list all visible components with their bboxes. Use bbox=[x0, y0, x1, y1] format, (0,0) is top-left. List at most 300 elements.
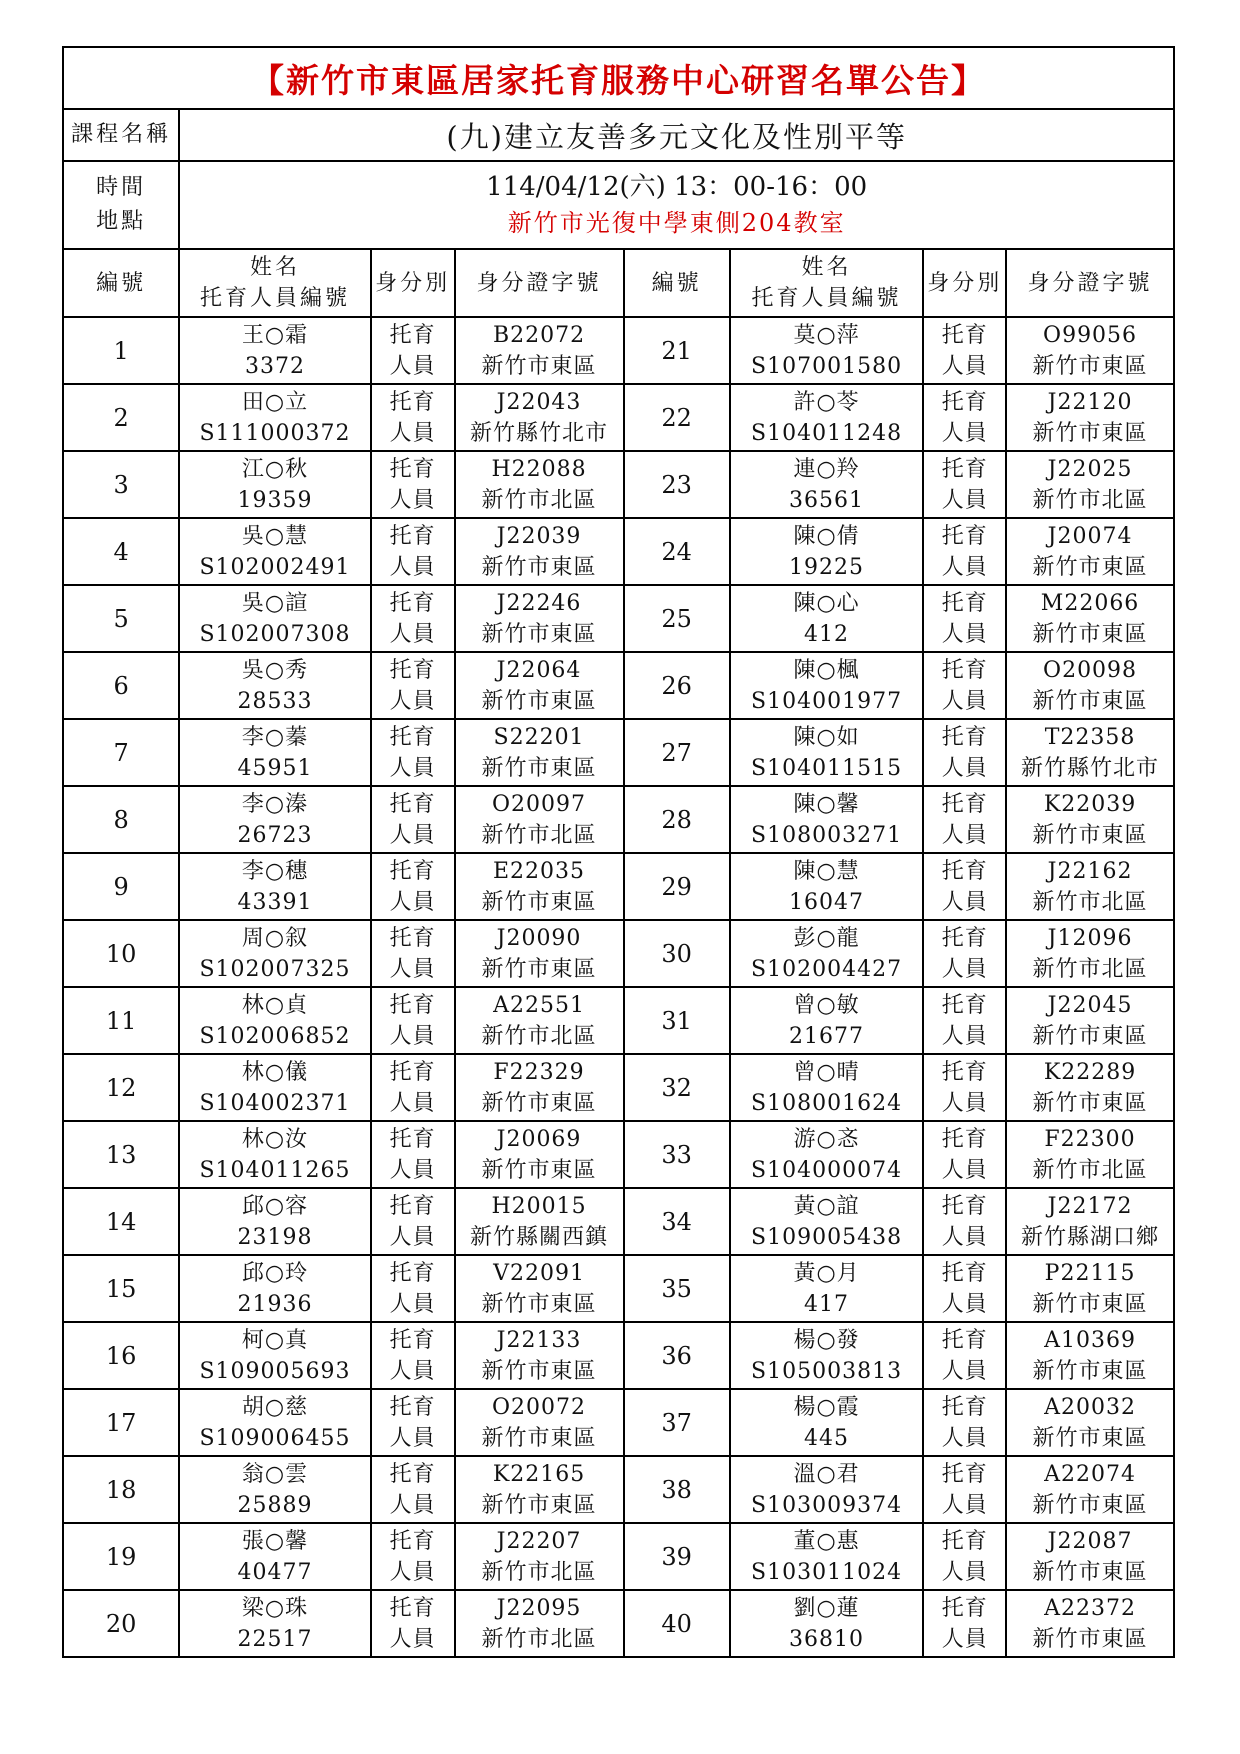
entry-number: 21 bbox=[624, 317, 730, 384]
id-number-area-line2: 新竹市東區 bbox=[1032, 1090, 1148, 1116]
id-number-area-line2: 新竹市東區 bbox=[1032, 1492, 1148, 1518]
id-number-area-line1: A22551 bbox=[493, 992, 585, 1018]
id-number-area bbox=[1006, 384, 1174, 451]
id-number-area-line2: 新竹市東區 bbox=[481, 1492, 597, 1518]
identity-type-line2: 人員 bbox=[389, 956, 436, 982]
session-place: 新竹市光復中學東側204教室 bbox=[507, 209, 846, 237]
identity-type-line2: 人員 bbox=[389, 1224, 436, 1250]
id-number-area-line1: J22172 bbox=[1047, 1193, 1133, 1219]
caregiver-name-code bbox=[179, 451, 370, 518]
caregiver-name-code-line2: 36810 bbox=[789, 1626, 865, 1652]
identity-type-line2: 人員 bbox=[389, 1358, 436, 1384]
caregiver-name-code-line2: 45951 bbox=[237, 755, 313, 781]
id-number-area-line2: 新竹縣湖口鄉 bbox=[1021, 1224, 1160, 1250]
table-row bbox=[63, 585, 1174, 652]
entry-number: 4 bbox=[63, 518, 179, 585]
id-number-area-line1: A22074 bbox=[1044, 1461, 1136, 1487]
identity-type-line1: 托育 bbox=[389, 1193, 436, 1219]
id-number-area bbox=[455, 1456, 624, 1523]
entry-number: 29 bbox=[624, 853, 730, 920]
id-number-area-line1: J12096 bbox=[1047, 925, 1133, 951]
entry-number: 9 bbox=[63, 853, 179, 920]
caregiver-name-code-line1: 游○忞 bbox=[793, 1126, 860, 1152]
identity-type-line1: 托育 bbox=[941, 1327, 988, 1353]
id-number-area-line1: J20090 bbox=[496, 925, 582, 951]
identity-type-line2: 人員 bbox=[389, 1090, 436, 1116]
identity-type-line1: 托育 bbox=[389, 858, 436, 884]
identity-type-line2: 人員 bbox=[941, 621, 988, 647]
entry-number: 20 bbox=[63, 1590, 179, 1657]
id-number-area bbox=[1006, 987, 1174, 1054]
identity-type bbox=[923, 1456, 1006, 1523]
col-header-identity-right: 身分別 bbox=[923, 249, 1006, 317]
caregiver-name-code-line1: 梁○珠 bbox=[241, 1595, 309, 1621]
id-number-area bbox=[455, 719, 624, 786]
caregiver-name-code-line2: S104000074 bbox=[751, 1157, 903, 1183]
identity-type-line2: 人員 bbox=[941, 956, 988, 982]
identity-type-line1: 托育 bbox=[941, 1595, 988, 1621]
caregiver-name-code-line1: 陳○楓 bbox=[793, 657, 860, 683]
caregiver-name-code-line1: 吳○秀 bbox=[241, 657, 309, 683]
id-number-area-line1: J22120 bbox=[1047, 389, 1133, 415]
identity-type-line2: 人員 bbox=[941, 1224, 988, 1250]
identity-type-line1: 托育 bbox=[389, 456, 436, 482]
id-number-area bbox=[455, 1255, 624, 1322]
id-number-area-line1: J22039 bbox=[496, 523, 582, 549]
identity-type-line1: 托育 bbox=[389, 1595, 436, 1621]
identity-type bbox=[923, 585, 1006, 652]
id-number-area-line2: 新竹縣關西鎮 bbox=[470, 1224, 609, 1250]
caregiver-name-code-line1: 許○苓 bbox=[793, 389, 860, 415]
id-number-area bbox=[455, 317, 624, 384]
caregiver-name-code bbox=[179, 920, 370, 987]
id-number-area bbox=[455, 652, 624, 719]
id-number-area-line1: O20097 bbox=[492, 791, 587, 817]
entry-number: 33 bbox=[624, 1121, 730, 1188]
identity-type bbox=[923, 1121, 1006, 1188]
identity-type-line2: 人員 bbox=[941, 1425, 988, 1451]
time-label: 時間 bbox=[96, 175, 147, 200]
id-number-area-line2: 新竹市東區 bbox=[481, 1358, 597, 1384]
caregiver-name-code bbox=[179, 1456, 370, 1523]
page-title: 【新竹市東區居家托育服務中心研習名單公告】 bbox=[63, 47, 1174, 109]
caregiver-name-code-line2: S104011515 bbox=[751, 755, 903, 781]
entry-number: 30 bbox=[624, 920, 730, 987]
caregiver-name-code bbox=[730, 786, 924, 853]
caregiver-name-code-line1: 曾○敏 bbox=[793, 992, 860, 1018]
entry-number: 8 bbox=[63, 786, 179, 853]
id-number-area bbox=[1006, 1255, 1174, 1322]
id-number-area bbox=[455, 585, 624, 652]
identity-type bbox=[923, 987, 1006, 1054]
identity-type-line1: 托育 bbox=[941, 657, 988, 683]
identity-type bbox=[371, 719, 455, 786]
identity-type bbox=[923, 1255, 1006, 1322]
place-label: 地點 bbox=[96, 209, 147, 234]
table-row bbox=[63, 1590, 1174, 1657]
table-row bbox=[63, 1255, 1174, 1322]
caregiver-name-code bbox=[730, 652, 924, 719]
identity-type-line1: 托育 bbox=[389, 992, 436, 1018]
id-number-area-line2: 新竹市北區 bbox=[481, 487, 597, 513]
identity-type bbox=[371, 786, 455, 853]
caregiver-name-code-line1: 劉○蓮 bbox=[793, 1595, 860, 1621]
id-number-area-line1: A22372 bbox=[1044, 1595, 1136, 1621]
identity-type-line1: 托育 bbox=[389, 523, 436, 549]
identity-type-line1: 托育 bbox=[389, 925, 436, 951]
identity-type-line2: 人員 bbox=[941, 755, 988, 781]
id-number-area-line1: J22162 bbox=[1047, 858, 1133, 884]
caregiver-name-code bbox=[730, 1322, 924, 1389]
caregiver-name-code bbox=[179, 585, 370, 652]
identity-type-line2: 人員 bbox=[941, 1090, 988, 1116]
id-number-area-line2: 新竹市北區 bbox=[1032, 487, 1148, 513]
id-number-area-line2: 新竹市東區 bbox=[481, 1425, 597, 1451]
id-number-area-line1: J20069 bbox=[496, 1126, 582, 1152]
identity-type-line2: 人員 bbox=[941, 1492, 988, 1518]
id-number-area-line1: F22300 bbox=[1044, 1126, 1136, 1152]
id-number-area-line1: J22207 bbox=[496, 1528, 582, 1554]
caregiver-name-code-line2: S104001977 bbox=[751, 688, 903, 714]
identity-type-line2: 人員 bbox=[941, 1291, 988, 1317]
entry-number: 40 bbox=[624, 1590, 730, 1657]
identity-type-line2: 人員 bbox=[941, 1626, 988, 1652]
id-number-area bbox=[455, 1188, 624, 1255]
caregiver-name-code bbox=[179, 1121, 370, 1188]
identity-type bbox=[923, 1523, 1006, 1590]
caregiver-name-code-line1: 曾○晴 bbox=[793, 1059, 860, 1085]
identity-type-line2: 人員 bbox=[389, 1559, 436, 1585]
identity-type-line1: 托育 bbox=[941, 1260, 988, 1286]
id-number-area-line1: B22072 bbox=[492, 322, 586, 348]
table-row bbox=[63, 719, 1174, 786]
caregiver-name-code-line2: 40477 bbox=[237, 1559, 313, 1585]
id-number-area-line2: 新竹市東區 bbox=[1032, 688, 1148, 714]
id-number-area bbox=[455, 518, 624, 585]
caregiver-name-code-line2: 28533 bbox=[237, 688, 313, 714]
identity-type-line2: 人員 bbox=[941, 1559, 988, 1585]
id-number-area-line2: 新竹市東區 bbox=[1032, 554, 1148, 580]
id-number-area bbox=[1006, 1121, 1174, 1188]
caregiver-name-code bbox=[179, 1054, 370, 1121]
table-row bbox=[63, 1054, 1174, 1121]
identity-type-line1: 托育 bbox=[389, 1059, 436, 1085]
caregiver-name-code-line1: 江○秋 bbox=[241, 456, 309, 482]
id-number-area-line1: J22043 bbox=[496, 389, 582, 415]
entry-number: 3 bbox=[63, 451, 179, 518]
caregiver-name-code bbox=[730, 719, 924, 786]
caregiver-name-code-line1: 柯○真 bbox=[241, 1327, 309, 1353]
identity-type-line1: 托育 bbox=[941, 389, 988, 415]
identity-type-line2: 人員 bbox=[389, 755, 436, 781]
id-number-area-line1: E22035 bbox=[493, 858, 586, 884]
identity-type-line2: 人員 bbox=[389, 1425, 436, 1451]
id-number-area bbox=[1006, 1188, 1174, 1255]
identity-type-line1: 托育 bbox=[389, 791, 436, 817]
entry-number: 17 bbox=[63, 1389, 179, 1456]
caregiver-name-code-line2: 16047 bbox=[789, 889, 865, 915]
identity-type bbox=[923, 1054, 1006, 1121]
id-number-area-line2: 新竹市東區 bbox=[1032, 1626, 1148, 1652]
id-number-area-line1: K22165 bbox=[492, 1461, 586, 1487]
caregiver-name-code bbox=[179, 317, 370, 384]
identity-type-line1: 托育 bbox=[941, 322, 988, 348]
id-number-area bbox=[1006, 719, 1174, 786]
id-number-area bbox=[1006, 920, 1174, 987]
col-header-name-line2-right: 托育人員編號 bbox=[751, 286, 902, 311]
id-number-area bbox=[455, 451, 624, 518]
id-number-area bbox=[1006, 786, 1174, 853]
id-number-area-line2: 新竹市東區 bbox=[1032, 420, 1148, 446]
identity-type-line1: 托育 bbox=[389, 1528, 436, 1554]
identity-type bbox=[923, 1590, 1006, 1657]
caregiver-name-code-line2: 21936 bbox=[237, 1291, 313, 1317]
entry-number: 24 bbox=[624, 518, 730, 585]
caregiver-name-code bbox=[730, 920, 924, 987]
identity-type-line1: 托育 bbox=[941, 590, 988, 616]
identity-type-line2: 人員 bbox=[941, 822, 988, 848]
caregiver-name-code-line2: S108003271 bbox=[751, 822, 903, 848]
caregiver-name-code-line2: S109006455 bbox=[199, 1425, 351, 1451]
caregiver-name-code-line2: 22517 bbox=[237, 1626, 313, 1652]
caregiver-name-code bbox=[179, 384, 370, 451]
entry-number: 5 bbox=[63, 585, 179, 652]
identity-type-line1: 托育 bbox=[941, 1461, 988, 1487]
caregiver-name-code-line1: 楊○發 bbox=[793, 1327, 860, 1353]
entry-number: 38 bbox=[624, 1456, 730, 1523]
id-number-area-line1: A10369 bbox=[1044, 1327, 1136, 1353]
id-number-area-line2: 新竹市北區 bbox=[481, 1559, 597, 1585]
identity-type bbox=[923, 518, 1006, 585]
caregiver-name-code bbox=[730, 384, 924, 451]
id-number-area-line2: 新竹市東區 bbox=[1032, 1425, 1148, 1451]
identity-type bbox=[923, 920, 1006, 987]
id-number-area-line2: 新竹市東區 bbox=[481, 621, 597, 647]
caregiver-name-code-line1: 吳○慧 bbox=[241, 523, 309, 549]
id-number-area bbox=[1006, 1590, 1174, 1657]
identity-type-line2: 人員 bbox=[941, 487, 988, 513]
table-row bbox=[63, 1523, 1174, 1590]
id-number-area-line1: O20098 bbox=[1043, 657, 1138, 683]
col-header-name-line1: 姓名 bbox=[249, 255, 300, 280]
caregiver-name-code bbox=[730, 1590, 924, 1657]
identity-type bbox=[923, 1188, 1006, 1255]
caregiver-name-code bbox=[179, 1590, 370, 1657]
table-row bbox=[63, 1456, 1174, 1523]
time-place-label bbox=[63, 161, 179, 249]
identity-type-line1: 托育 bbox=[941, 456, 988, 482]
identity-type-line2: 人員 bbox=[389, 621, 436, 647]
identity-type-line1: 托育 bbox=[389, 389, 436, 415]
identity-type-line2: 人員 bbox=[941, 1157, 988, 1183]
id-number-area bbox=[1006, 1523, 1174, 1590]
caregiver-name-code-line2: S109005693 bbox=[199, 1358, 351, 1384]
identity-type-line2: 人員 bbox=[941, 889, 988, 915]
caregiver-name-code bbox=[179, 1389, 370, 1456]
caregiver-name-code-line2: 21677 bbox=[789, 1023, 865, 1049]
caregiver-name-code-line1: 陳○倩 bbox=[793, 523, 860, 549]
id-number-area bbox=[455, 987, 624, 1054]
id-number-area bbox=[1006, 451, 1174, 518]
caregiver-name-code bbox=[179, 987, 370, 1054]
table-row bbox=[63, 987, 1174, 1054]
id-number-area-line1: F22329 bbox=[493, 1059, 585, 1085]
identity-type bbox=[371, 1188, 455, 1255]
identity-type bbox=[371, 1054, 455, 1121]
caregiver-name-code-line1: 王○霜 bbox=[241, 322, 309, 348]
id-number-area bbox=[455, 384, 624, 451]
id-number-area-line2: 新竹市東區 bbox=[1032, 353, 1148, 379]
caregiver-name-code-line1: 邱○容 bbox=[241, 1193, 309, 1219]
id-number-area-line1: J22087 bbox=[1047, 1528, 1133, 1554]
entry-number: 39 bbox=[624, 1523, 730, 1590]
identity-type-line1: 托育 bbox=[389, 590, 436, 616]
id-number-area-line1: T22358 bbox=[1044, 724, 1136, 750]
identity-type-line1: 托育 bbox=[941, 724, 988, 750]
caregiver-name-code-line2: S102002491 bbox=[199, 554, 351, 580]
id-number-area-line2: 新竹市北區 bbox=[1032, 1157, 1148, 1183]
id-number-area-line2: 新竹市東區 bbox=[1032, 822, 1148, 848]
id-number-area-line2: 新竹縣竹北市 bbox=[470, 420, 609, 446]
identity-type-line1: 托育 bbox=[389, 1126, 436, 1152]
id-number-area-line2: 新竹市東區 bbox=[481, 353, 597, 379]
entry-number: 22 bbox=[624, 384, 730, 451]
caregiver-name-code bbox=[730, 585, 924, 652]
caregiver-name-code-line1: 莫○萍 bbox=[793, 322, 860, 348]
identity-type-line2: 人員 bbox=[389, 1157, 436, 1183]
identity-type-line1: 托育 bbox=[941, 1059, 988, 1085]
id-number-area-line1: J22045 bbox=[1047, 992, 1133, 1018]
roster-table bbox=[62, 46, 1175, 1658]
identity-type-line1: 托育 bbox=[941, 523, 988, 549]
identity-type-line2: 人員 bbox=[389, 1626, 436, 1652]
identity-type-line2: 人員 bbox=[389, 1291, 436, 1317]
caregiver-name-code-line1: 李○蓁 bbox=[241, 724, 309, 750]
caregiver-name-code-line2: 412 bbox=[804, 621, 850, 647]
course-label: 課程名稱 bbox=[63, 109, 179, 161]
id-number-area-line1: V22091 bbox=[493, 1260, 585, 1286]
entry-number: 36 bbox=[624, 1322, 730, 1389]
caregiver-name-code-line1: 翁○雲 bbox=[241, 1461, 309, 1487]
caregiver-name-code bbox=[179, 518, 370, 585]
caregiver-name-code-line1: 黃○誼 bbox=[793, 1193, 860, 1219]
caregiver-name-code-line1: 陳○馨 bbox=[793, 791, 860, 817]
identity-type-line2: 人員 bbox=[389, 1023, 436, 1049]
caregiver-name-code-line2: 23198 bbox=[237, 1224, 313, 1250]
identity-type bbox=[371, 920, 455, 987]
entry-number: 2 bbox=[63, 384, 179, 451]
caregiver-name-code-line2: S102007308 bbox=[199, 621, 351, 647]
caregiver-name-code bbox=[730, 518, 924, 585]
id-number-area-line2: 新竹市東區 bbox=[481, 1291, 597, 1317]
entry-number: 19 bbox=[63, 1523, 179, 1590]
caregiver-name-code bbox=[179, 1523, 370, 1590]
id-number-area bbox=[455, 1590, 624, 1657]
identity-type-line1: 托育 bbox=[941, 1394, 988, 1420]
caregiver-name-code bbox=[730, 451, 924, 518]
col-header-name-line2: 托育人員編號 bbox=[199, 286, 350, 311]
table-row bbox=[63, 1121, 1174, 1188]
id-number-area-line1: O20072 bbox=[492, 1394, 587, 1420]
caregiver-name-code-line2: 19359 bbox=[237, 487, 313, 513]
identity-type bbox=[371, 987, 455, 1054]
identity-type-line1: 托育 bbox=[389, 322, 436, 348]
identity-type-line1: 托育 bbox=[389, 1461, 436, 1487]
entry-number: 7 bbox=[63, 719, 179, 786]
caregiver-name-code-line2: S103009374 bbox=[751, 1492, 903, 1518]
identity-type bbox=[371, 1523, 455, 1590]
identity-type-line2: 人員 bbox=[389, 822, 436, 848]
identity-type-line1: 托育 bbox=[941, 858, 988, 884]
id-number-area-line2: 新竹市北區 bbox=[1032, 956, 1148, 982]
identity-type-line1: 托育 bbox=[389, 1260, 436, 1286]
caregiver-name-code bbox=[179, 853, 370, 920]
identity-type-line1: 托育 bbox=[389, 657, 436, 683]
caregiver-name-code-line2: S105003813 bbox=[751, 1358, 903, 1384]
identity-type bbox=[923, 853, 1006, 920]
id-number-area bbox=[1006, 652, 1174, 719]
identity-type-line2: 人員 bbox=[389, 1492, 436, 1518]
caregiver-name-code bbox=[179, 786, 370, 853]
entry-number: 11 bbox=[63, 987, 179, 1054]
identity-type bbox=[371, 518, 455, 585]
caregiver-name-code-line2: S104011265 bbox=[199, 1157, 351, 1183]
caregiver-name-code-line1: 吳○諠 bbox=[241, 590, 309, 616]
id-number-area bbox=[1006, 1322, 1174, 1389]
id-number-area bbox=[455, 1389, 624, 1456]
id-number-area-line2: 新竹市東區 bbox=[481, 554, 597, 580]
id-number-area bbox=[1006, 1389, 1174, 1456]
id-number-area bbox=[1006, 853, 1174, 920]
id-number-area-line1: H22088 bbox=[491, 456, 587, 482]
entry-number: 14 bbox=[63, 1188, 179, 1255]
col-header-no-right: 編號 bbox=[624, 249, 730, 317]
caregiver-name-code-line2: 417 bbox=[804, 1291, 850, 1317]
col-header-name-right bbox=[730, 249, 924, 317]
caregiver-name-code-line1: 張○馨 bbox=[241, 1528, 309, 1554]
caregiver-name-code-line1: 林○貞 bbox=[241, 992, 309, 1018]
table-row bbox=[63, 853, 1174, 920]
caregiver-name-code bbox=[730, 987, 924, 1054]
caregiver-name-code bbox=[179, 1255, 370, 1322]
identity-type bbox=[371, 384, 455, 451]
caregiver-name-code-line2: 445 bbox=[804, 1425, 850, 1451]
caregiver-name-code bbox=[179, 1188, 370, 1255]
id-number-area-line1: H20015 bbox=[491, 1193, 587, 1219]
caregiver-name-code-line1: 董○惠 bbox=[793, 1528, 860, 1554]
caregiver-name-code-line2: S102004427 bbox=[751, 956, 903, 982]
identity-type-line1: 托育 bbox=[941, 791, 988, 817]
caregiver-name-code-line1: 連○羚 bbox=[793, 456, 860, 482]
id-number-area-line1: K22039 bbox=[1043, 791, 1137, 817]
identity-type-line1: 托育 bbox=[389, 724, 436, 750]
id-number-area bbox=[455, 1322, 624, 1389]
table-row bbox=[63, 652, 1174, 719]
identity-type bbox=[371, 853, 455, 920]
identity-type-line2: 人員 bbox=[941, 353, 988, 379]
caregiver-name-code-line2: S104002371 bbox=[199, 1090, 351, 1116]
id-number-area-line2: 新竹市東區 bbox=[481, 1157, 597, 1183]
caregiver-name-code-line1: 林○儀 bbox=[241, 1059, 309, 1085]
caregiver-name-code-line1: 邱○玲 bbox=[241, 1260, 309, 1286]
identity-type bbox=[923, 317, 1006, 384]
table-row bbox=[63, 317, 1174, 384]
entry-number: 1 bbox=[63, 317, 179, 384]
session-time: 114/04/12(六) 13：00-16：00 bbox=[486, 172, 868, 202]
id-number-area-line1: M22066 bbox=[1040, 590, 1140, 616]
id-number-area-line1: J20074 bbox=[1047, 523, 1133, 549]
table-row bbox=[63, 1389, 1174, 1456]
